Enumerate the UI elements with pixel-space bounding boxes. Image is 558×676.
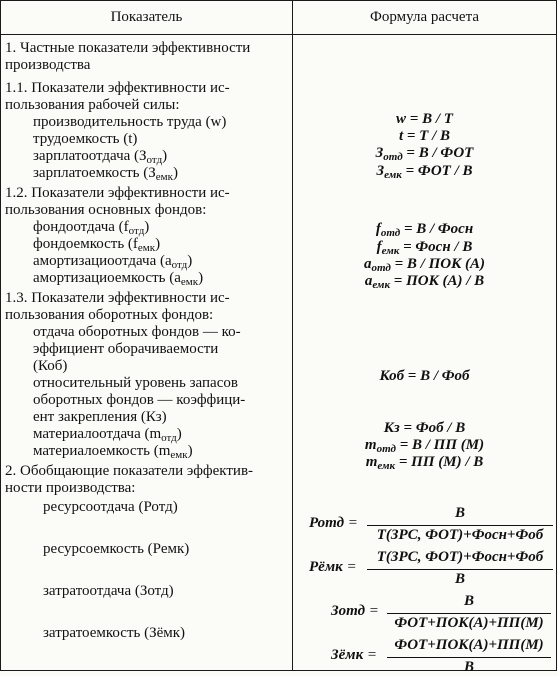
section-1-2-title-line-2: пользования основных фондов: [5, 202, 207, 218]
indicator-labor-intensity: трудоемкость (t) [33, 131, 138, 147]
formula-aotd: $a_{отд} = B$ / ПОК (A) [363, 256, 485, 274]
fraction-bar [387, 657, 551, 658]
formula-kob: Коб = B / Фоб [379, 368, 470, 384]
section-1-3-title-line-1: 1.3. Показатели эффективности ис- [5, 290, 230, 306]
fraction-bar [367, 525, 553, 526]
indicator-depreciation-return: амортизациоотдача $(a_{отд})$ [33, 253, 193, 271]
indicator-stock-level-line-2: оборотных фондов — коэффици- [33, 392, 246, 408]
section-1-2-title-line-1: 1.2. Показатели эффективности ис- [5, 185, 230, 201]
formula-zemk: $З_{емк}$ = ФОТ / B [376, 163, 473, 181]
formula-memk: $m_{емк}$ = ПП (М) / B [365, 454, 484, 472]
indicator-cost-intensity: затратоемкость (Зёмк) [43, 625, 186, 641]
section-2-title-line-2: ности производства: [5, 480, 136, 496]
formula-column: w = B / T t = T / B $З_{отд} = B$ / ФОТ $З_{емк}$ = ФОТ / B $f_{отд} = B$ / Фосн $f_{емк}$ = Фосн / B $a_{отд} = B$ / ПОК (A) $a_{емк}$ = ПОК (A) / B Коб = B / Фоб Кз = Фоб / B $m_{отд} = B$ / ПП (М) $m_{емк}$ = ПП (М) / B Ротд = B T(ЗРС, ФОТ)+Фосн+Фоб Рёмк = T(ЗРС, ФОТ)+Фосн+Фоб B Зотд = B ФОТ+ПОК(A)+ПП(M) Зёмк = ФОТ+ПОК(A)+ПП(M) B [293, 35, 557, 671]
indicator-cost-return: затратоотдача (Зотд) [43, 583, 174, 599]
indicator-turnover-line-2: эффициент оборачиваемости [33, 341, 219, 357]
indicator-wage-intensity: зарплатоемкость $(З_{емк})$ [33, 165, 178, 183]
indicator-capital-intensity: фондоемкость $(f_{емк})$ [33, 236, 161, 254]
formula-zemk-denominator: B [463, 659, 474, 675]
fraction-bar [387, 613, 551, 614]
indicator-capital-productivity: фондоотдача $(f_{отд})$ [33, 219, 150, 237]
formula-aemk: $a_{емк}$ = ПОК (A) / B [364, 273, 485, 291]
indicator-resource-intensity: ресурсоемкость (Ремк) [43, 541, 190, 557]
formula-zotd: $З_{отд} = B$ / ФОТ [375, 145, 474, 163]
formula-kz: Кз = Фоб / B [383, 420, 466, 436]
formula-fotd: $f_{отд} = B$ / Фосн [375, 221, 474, 239]
formula-remk-numerator: T(ЗРС, ФОТ)+Фосн+Фоб [376, 549, 544, 565]
section-1-title-line-2: производства [5, 57, 91, 73]
indicator-stock-level-line-3: ент закрепления (Кз) [33, 409, 167, 425]
section-2-title-line-1: 2. Обобщающие показатели эффектив- [5, 463, 254, 479]
indicator-depreciation-intensity: амортизациоемкость $(a_{емк})$ [33, 270, 204, 288]
formula-rotd-numerator: B [454, 505, 465, 521]
section-1-1-title-line-1: 1.1. Показатели эффективности ис- [5, 80, 230, 96]
indicator-material-intensity: материалоемкость $(m_{емк})$ [33, 443, 193, 461]
indicator-labor-productivity: производительность труда (w) [33, 114, 227, 130]
formula-zemk-numerator: ФОТ+ПОК(A)+ПП(M) [394, 637, 544, 653]
indicator-turnover-line-3: (Коб) [33, 358, 68, 374]
section-1-1-title-line-2: пользования рабочей силы: [5, 97, 180, 113]
formula-t: t = T / B [398, 128, 451, 144]
indicator-material-return: материалоотдача $(m_{отд})$ [33, 426, 182, 444]
table-header-row [1, 1, 557, 35]
formula-motd: $m_{отд} = B$ / ПП (М) [364, 437, 485, 455]
formula-femk: $f_{емк}$ = Фосн / B [376, 239, 473, 257]
formula-w: w = B / T [396, 111, 453, 127]
fraction-bar [367, 569, 553, 570]
formula-zotd-denominator: ФОТ+ПОК(A)+ПП(M) [394, 615, 544, 631]
section-1-title-line-1: 1. Частные показатели эффективности [5, 40, 251, 56]
indicator-column [1, 35, 293, 671]
table-body-row [1, 35, 557, 671]
indicator-stock-level-line-1: относительный уровень запасов [33, 375, 238, 391]
formula-zotd-numerator: B [463, 593, 474, 609]
indicator-turnover-line-1: отдача оборотных фондов — ко- [33, 324, 241, 340]
column-header-formula: Формула расчета [293, 1, 557, 35]
formula-rotd-denominator: T(ЗРС, ФОТ)+Фосн+Фоб [376, 527, 544, 543]
section-1-3-title-line-2: пользования оборотных фондов: [5, 307, 214, 323]
indicator-resource-return: ресурсоотдача (Ротд) [43, 499, 178, 515]
column-header-indicator: Показатель [1, 1, 293, 35]
indicator-wage-return: зарплатоотдача $(З_{отд})$ [33, 148, 168, 166]
formula-remk-denominator: B [454, 571, 465, 587]
